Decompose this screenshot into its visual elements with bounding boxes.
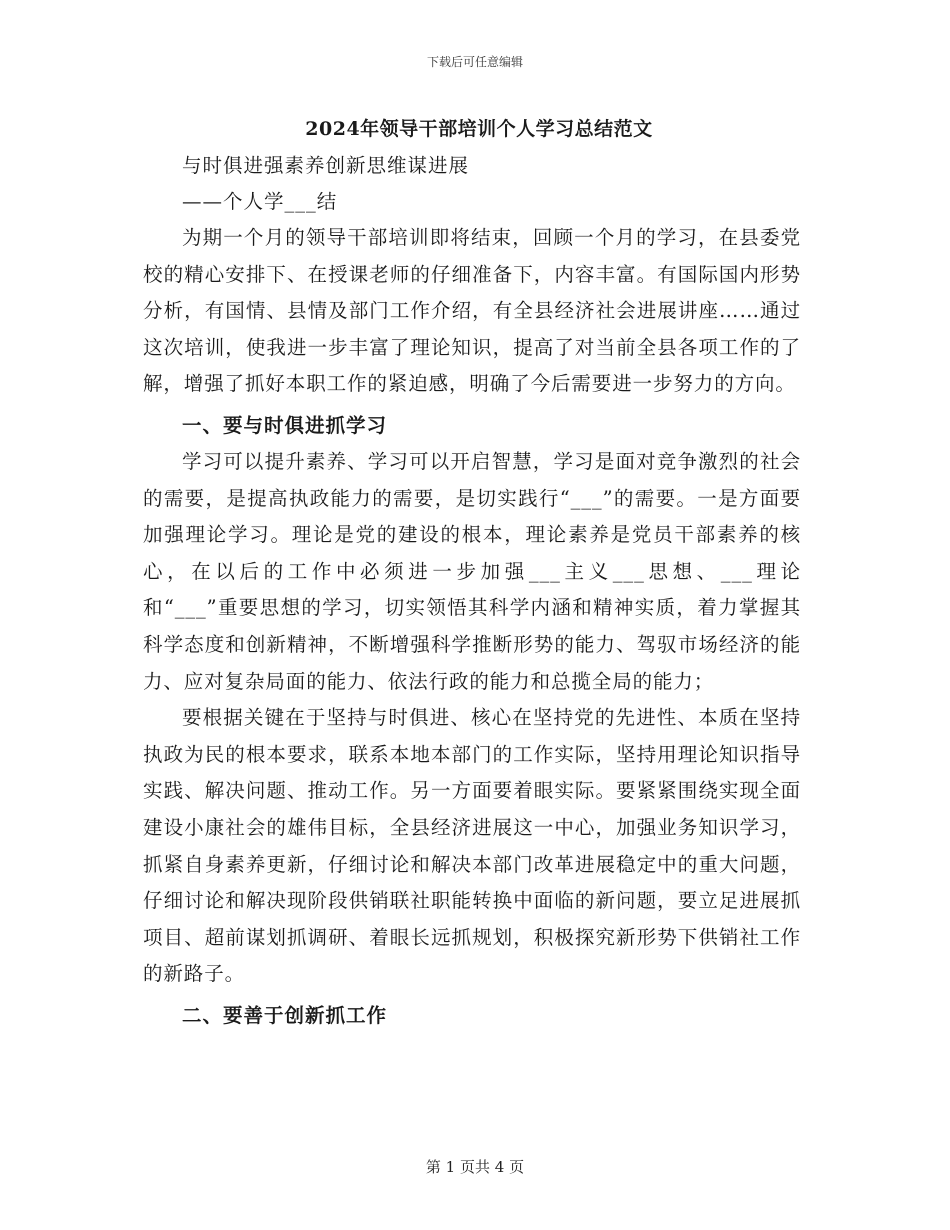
- document-title: 2024年领导干部培训个人学习总结范文: [305, 118, 653, 140]
- document-body: [143, 114, 801, 1034]
- section-heading-1: 一、要与时俱进抓学习: [182, 413, 388, 437]
- section-heading-2: 二、要善于创新抓工作: [182, 1003, 388, 1027]
- document-subtitle: 与时俱进强素养创新思维谋进展: [182, 154, 470, 177]
- document-byline: ——个人学___结: [182, 190, 338, 213]
- page-number-footer: 第 1 页共 4 页: [425, 1158, 525, 1176]
- page-header-note: 下载后可任意编辑: [426, 55, 523, 69]
- intro-paragraph: 为期一个月的领导干部培训即将结束，回顾一个月的学习，在县委党校的精心安排下、在授课老师的仔细准备下，内容丰富。有国际国内形势分析，有国情、县情及部门工作介绍，有全县经济社会进展讲座……通过这次培训，使我进一步丰富了理论知识，提高了对当前全县各项工作的了解，增强了抓好本职工作的紧迫感，明确了今后需要进一步努力的方向。: [143, 226, 801, 396]
- section1-paragraph-2: 要根据关键在于坚持与时俱进、核心在坚持党的先进性、本质在坚持执政为民的根本要求，联系本地本部门的工作实际，坚持用理论知识指导实践、解决问题、推动工作。另一方面要着眼实际。要紧紧围绕实现全面建设小康社会的雄伟目标，全县经济进展这一中心，加强业务知识学习，抓紧自身素养更新，仔细讨论和解决本部门改革进展稳定中的重大问题，仔细讨论和解决现阶段供销联社职能转换中面临的新问题，要立足进展抓项目、超前谋划抓调研、着眼长远抓规划，积极探究新形势下供销社工作的新路子。: [143, 706, 801, 986]
- section1-paragraph-1: 学习可以提升素养、学习可以开启智慧，学习是面对竞争激烈的社会的需要，是提高执政能力的需要，是切实践行“___”的需要。一是方面要加强理论学习。理论是党的建设的根本，理论素养是党员干部素养的核心，在以后的工作中必须进一步加强___主义___思想、___理论和“___”重要思想的学习，切实领悟其科学内涵和精神实质，着力掌握其科学态度和创新精神，不断增强科学推断形势的能力、驾驭市场经济的能力、应对复杂局面的能力、依法行政的能力和总揽全局的能力；: [143, 449, 801, 693]
